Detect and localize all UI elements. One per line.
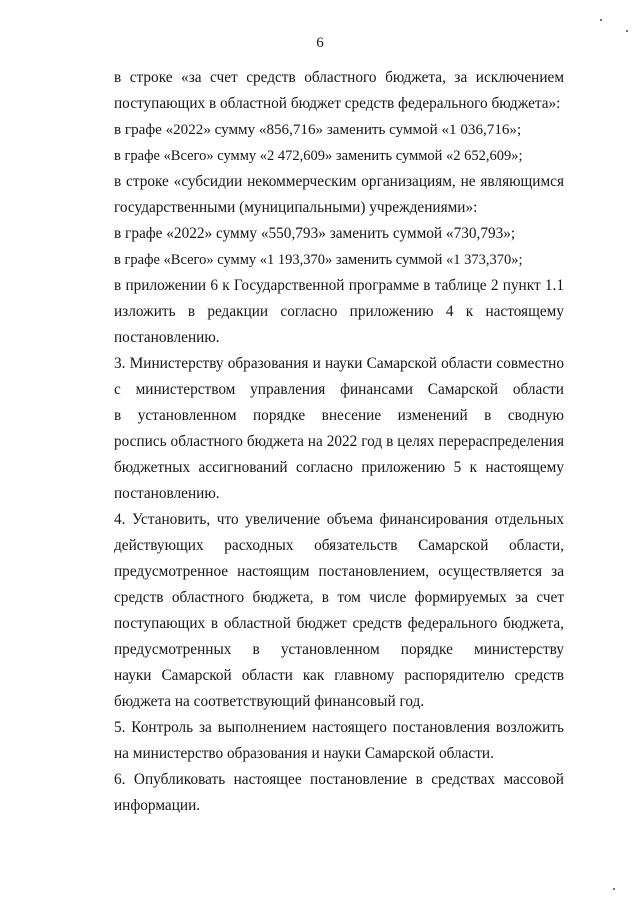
text-line: в графе «Всего» сумму «2 472,609» заменить суммой «2 652,609»;: [114, 148, 523, 164]
text-line: предусмотренных в установленном порядке министерству: [114, 641, 564, 658]
text-line: государственными (муниципальными) учреждениями»:: [114, 199, 478, 216]
text-line: 3. Министерству образования и науки Самарской области совместно: [114, 355, 564, 372]
document-body: [75, 65, 564, 819]
text-line: в установленном порядке внесение изменений в сводную: [114, 407, 564, 424]
text-line: постановлению.: [114, 485, 220, 502]
paragraph: [75, 273, 564, 351]
paragraph: [75, 715, 564, 767]
text-line: 4. Установить, что увеличение объема финансирования отдельных: [114, 511, 564, 528]
text-line: в строке «субсидии некоммерческим организациям, не являющимся: [114, 173, 564, 190]
scan-speck: [613, 888, 615, 890]
paragraph: [75, 117, 564, 143]
page-number: 6: [316, 35, 324, 51]
paragraph: [75, 221, 564, 247]
text-line: науки Самарской области как главному распорядителю средств: [114, 667, 564, 684]
text-line: в приложении 6 к Государственной программе в таблице 2 пункт 1.1: [114, 277, 564, 294]
text-line: в графе «2022» сумму «550,793» заменить суммой «730,793»;: [114, 225, 516, 242]
text-line: поступающих в областной бюджет средств федерального бюджета»:: [114, 95, 561, 112]
text-line: предусмотренное настоящим постановлением, осуществляется за: [114, 563, 564, 580]
text-line: на министерство образования и науки Самарской области.: [114, 745, 494, 762]
text-line: в строке «за счет средств областного бюджета, за исключением: [114, 69, 564, 86]
paragraph: [75, 65, 564, 117]
paragraph: [75, 507, 564, 715]
text-line: в графе «2022» сумму «856,716» заменить суммой «1 036,716»;: [114, 122, 522, 138]
text-line: с министерством управления финансами Самарской области: [114, 381, 564, 398]
text-line: постановлению.: [114, 329, 220, 346]
paragraph: [75, 767, 564, 819]
text-line: в графе «Всего» сумму «1 193,370» заменить суммой «1 373,370»;: [114, 252, 523, 268]
text-line: 6. Опубликовать настоящее постановление в средствах массовой: [114, 771, 564, 788]
text-line: изложить в редакции согласно приложению 4 к настоящему: [114, 303, 564, 320]
paragraph: [75, 169, 564, 221]
text-line: поступающих в областной бюджет средств федерального бюджета,: [114, 615, 564, 632]
text-line: действующих расходных обязательств Самарской области,: [114, 537, 564, 554]
scan-speck: [600, 19, 602, 21]
text-line: бюджетных ассигнований согласно приложению 5 к настоящему: [114, 459, 564, 476]
paragraph: [75, 351, 564, 507]
paragraph: [75, 247, 564, 273]
text-line: информации.: [114, 797, 201, 814]
paragraph: [75, 143, 564, 169]
scan-speck: [626, 30, 628, 32]
text-line: бюджета на соответствующий финансовый год.: [114, 693, 425, 710]
text-line: средств областного бюджета, в том числе формируемых за счет: [114, 589, 564, 606]
text-line: 5. Контроль за выполнением настоящего постановления возложить: [114, 719, 564, 736]
text-line: роспись областного бюджета на 2022 год в целях перераспределения: [114, 433, 564, 450]
